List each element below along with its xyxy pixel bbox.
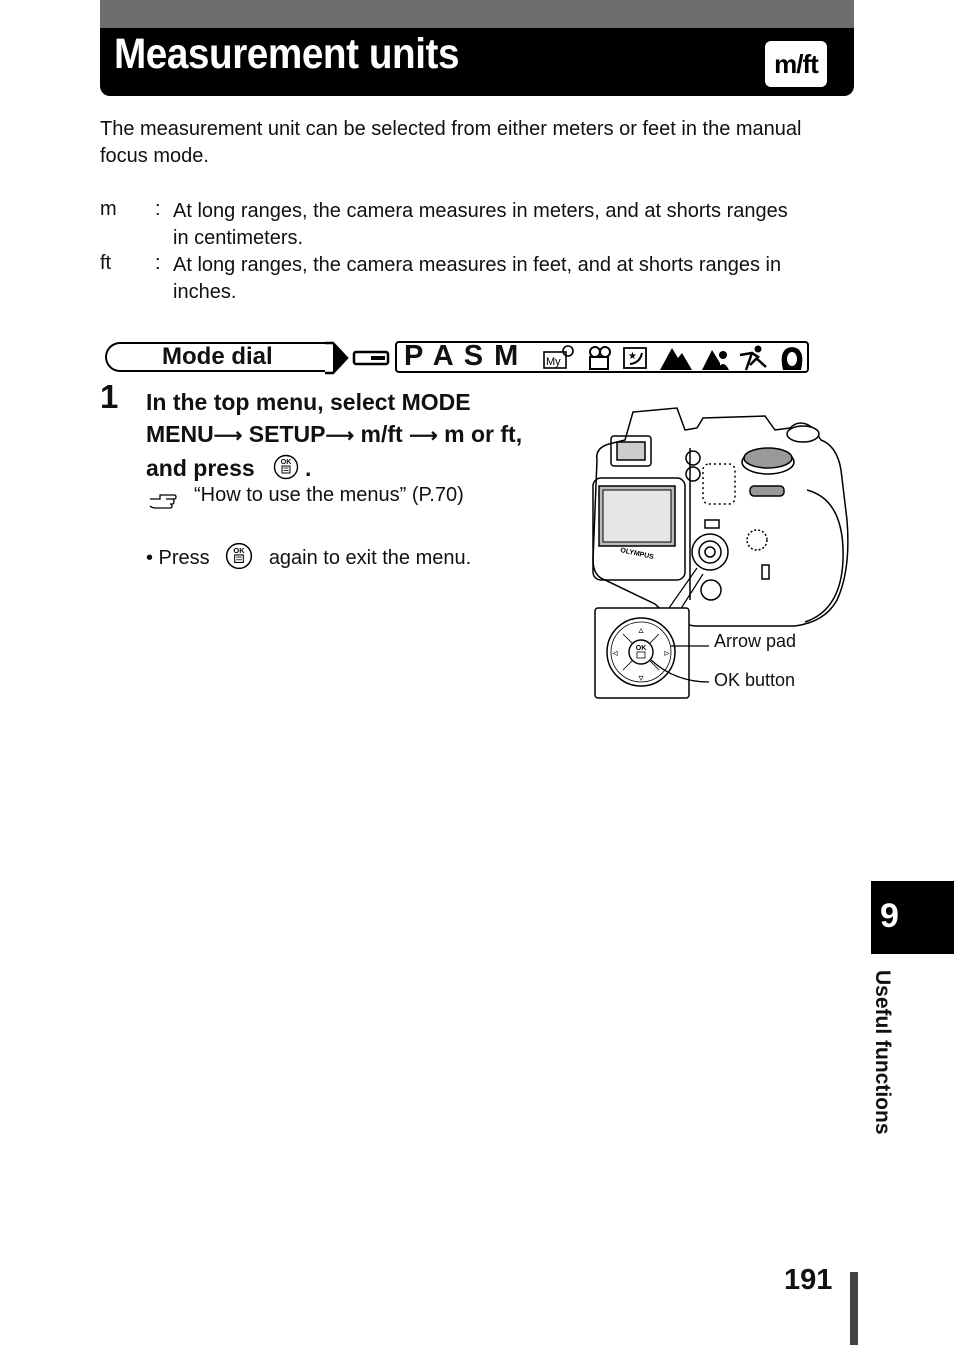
landscape-portrait-icon	[702, 350, 729, 370]
intro-paragraph: The measurement unit can be selected from either meters or feet in the manual focus mode.	[100, 118, 802, 167]
page-title: Measurement units	[114, 30, 460, 78]
mft-badge: m/ft	[765, 41, 827, 87]
bullet-text-b: again to exit the menu.	[268, 547, 472, 569]
svg-text:★: ★	[628, 351, 637, 362]
definition-key-ft: ft	[100, 252, 112, 274]
step-mft: m/ft	[354, 421, 410, 447]
step-m-or-ft: m or ft,	[437, 421, 523, 447]
bullet-text-a: • Press	[146, 547, 210, 569]
step-setup: SETUP	[242, 421, 326, 447]
mode-letters: P A S M	[404, 340, 519, 372]
ok-button-icon	[273, 454, 299, 480]
definition-colon: :	[155, 198, 161, 220]
pointing-hand-icon	[148, 489, 178, 511]
callout-ok-button: OK button	[714, 670, 796, 690]
definition-line: inches.	[173, 281, 237, 303]
svg-text:◃: ◃	[612, 648, 618, 659]
ok-button-icon	[629, 640, 653, 664]
ok-icon-label: OK	[233, 545, 245, 555]
definition-colon: :	[155, 252, 161, 274]
definition-key-m: m	[100, 198, 117, 220]
camera-brand: OLYMPUS	[619, 547, 655, 562]
arrow-right-icon: ⟶	[213, 425, 243, 447]
step-line	[146, 418, 566, 452]
callout-arrow-pad: Arrow pad	[714, 631, 797, 651]
page-marker-bar	[850, 1272, 858, 1345]
arrow-right-icon: ⟶	[409, 425, 438, 447]
mode-dial-arrow-icon	[321, 340, 391, 376]
svg-text:▿: ▿	[638, 673, 644, 684]
bullet-note	[146, 542, 471, 570]
camera-illustration	[585, 400, 855, 700]
sports-icon	[740, 346, 766, 371]
chapter-label: Useful functions	[871, 970, 894, 1135]
portrait-icon	[782, 347, 803, 370]
movie-icon	[590, 347, 610, 369]
step-line: In the top menu, select MODE	[146, 389, 471, 415]
step-menu: MENU	[146, 421, 214, 447]
menu-reference: “How to use the menus” (P.70)	[194, 484, 464, 506]
chapter-number: 9	[880, 897, 899, 935]
definition-value-ft	[173, 252, 863, 306]
svg-text:My: My	[546, 356, 561, 368]
definition-line: At long ranges, the camera measures in meters, and at shorts ranges	[173, 200, 788, 222]
svg-text:▵: ▵	[638, 625, 644, 636]
step-press: and press	[146, 455, 255, 481]
definition-line: At long ranges, the camera measures in feet, and at shorts ranges in	[173, 254, 782, 276]
ok-icon-label: OK	[280, 459, 292, 466]
step-line	[146, 452, 566, 484]
my-mode-icon	[544, 346, 573, 368]
definition-line: in centimeters.	[173, 227, 304, 249]
step-period: .	[305, 455, 312, 481]
header-top-bar	[100, 0, 854, 28]
svg-text:▹: ▹	[664, 648, 670, 659]
scene-mode-icons	[540, 343, 808, 373]
night-scene-icon	[624, 348, 646, 368]
mode-dial-label: Mode dial	[105, 342, 327, 372]
step-instruction	[146, 386, 566, 484]
definition-value-m	[173, 198, 863, 252]
arrow-right-icon: ⟶	[325, 425, 355, 447]
step-number: 1	[100, 378, 119, 415]
page-number: 191	[784, 1264, 833, 1296]
ok-icon-label: OK	[635, 645, 647, 652]
ok-button-icon	[225, 542, 253, 570]
landscape-icon	[660, 348, 692, 370]
